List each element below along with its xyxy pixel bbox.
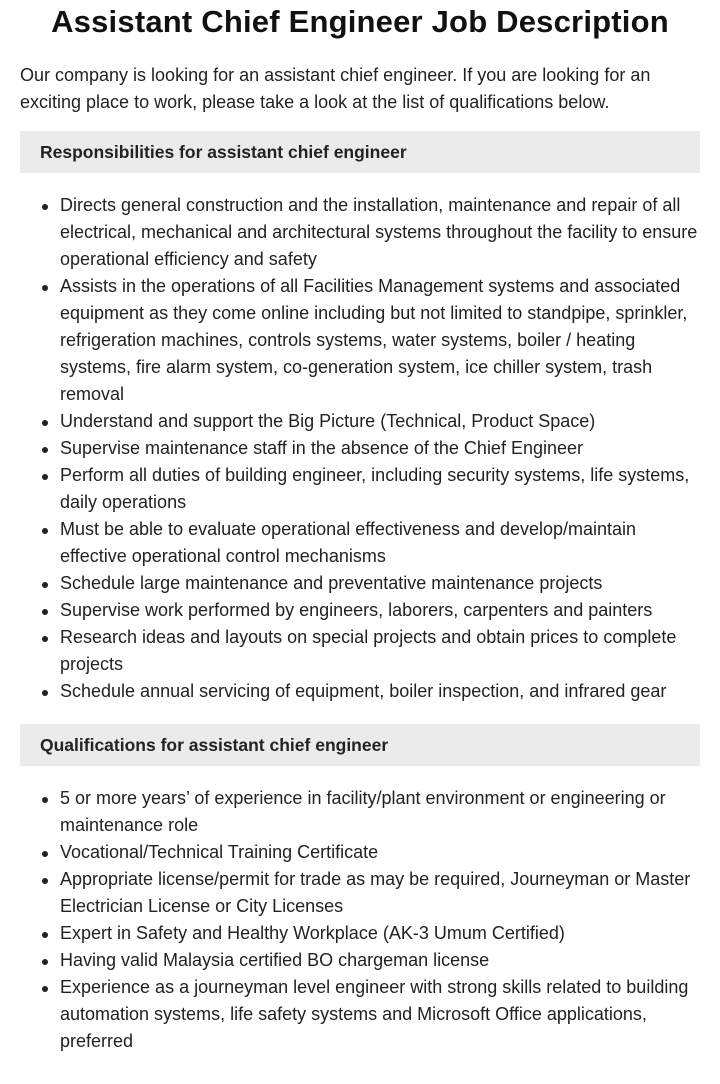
bullet-icon: [42, 420, 48, 426]
list-item-text: Experience as a journeyman level engineer with strong skills related to building automation systems, life safety systems and Microsoft Office applications, preferred: [60, 977, 689, 1051]
list-item-text: 5 or more years’ of experience in facility/plant environment or engineering or maintenance role: [60, 788, 666, 835]
responsibilities-heading: Responsibilities for assistant chief engineer: [20, 131, 700, 173]
bullet-icon: [42, 932, 48, 938]
list-item-text: Understand and support the Big Picture (Technical, Product Space): [60, 411, 596, 431]
bullet-icon: [42, 959, 48, 965]
list-item-text: Schedule annual servicing of equipment, boiler inspection, and infrared gear: [60, 681, 667, 701]
bullet-icon: [42, 690, 48, 696]
list-item: [20, 785, 700, 839]
bullet-icon: [42, 797, 48, 803]
list-item-text: Perform all duties of building engineer, including security systems, life systems, daily operations: [60, 465, 690, 512]
list-item: [20, 866, 700, 920]
intro-paragraph: Our company is looking for an assistant chief engineer. If you are looking for an exciting place to work, please take a look at the list of qualifications below.: [20, 65, 651, 112]
bullet-icon: [42, 528, 48, 534]
page-title: Assistant Chief Engineer Job Description: [51, 4, 669, 39]
list-item: [20, 570, 700, 597]
list-item: [20, 435, 700, 462]
list-item: [20, 839, 700, 866]
bullet-icon: [42, 447, 48, 453]
bullet-icon: [42, 636, 48, 642]
bullet-icon: [42, 474, 48, 480]
list-item: [20, 597, 700, 624]
list-item-text: Having valid Malaysia certified BO chargeman license: [60, 950, 490, 970]
list-item: [20, 974, 700, 1055]
list-item-text: Supervise maintenance staff in the absence of the Chief Engineer: [60, 438, 584, 458]
list-item: [20, 192, 700, 273]
list-item-text: Directs general construction and the installation, maintenance and repair of all electrical, mechanical and architectural systems throughout the facility to ensure operational efficiency and safety: [60, 195, 698, 269]
list-item-text: Appropriate license/permit for trade as may be required, Journeyman or Master Electrician License or City Licenses: [60, 869, 691, 916]
qualifications-list: [20, 766, 700, 1055]
bullet-icon: [42, 851, 48, 857]
list-item-text: Supervise work performed by engineers, laborers, carpenters and painters: [60, 600, 653, 620]
list-item: [20, 947, 700, 974]
list-item: [20, 408, 700, 435]
list-item: [20, 462, 700, 516]
bullet-icon: [42, 986, 48, 992]
bullet-icon: [42, 582, 48, 588]
list-item-text: Assists in the operations of all Facilities Management systems and associated equipment as they come online including but not limited to standpipe, sprinkler, refrigeration machines, controls systems, water systems, boiler / heating systems, fire alarm system, co-generation system, ice chiller system, trash removal: [60, 276, 688, 404]
list-item-text: Must be able to evaluate operational effectiveness and develop/maintain effective operational control mechanisms: [60, 519, 637, 566]
list-item-text: Vocational/Technical Training Certificate: [60, 842, 379, 862]
list-item: [20, 273, 700, 408]
bullet-icon: [42, 878, 48, 884]
bullet-icon: [42, 609, 48, 615]
qualifications-heading: Qualifications for assistant chief engineer: [20, 724, 700, 766]
list-item: [20, 516, 700, 570]
list-item: [20, 624, 700, 678]
bullet-icon: [42, 204, 48, 210]
responsibilities-list: [20, 173, 700, 705]
list-item-text: Research ideas and layouts on special projects and obtain prices to complete projects: [60, 627, 677, 674]
list-item: [20, 678, 700, 705]
list-item-text: Expert in Safety and Healthy Workplace (AK-3 Umum Certified): [60, 923, 565, 943]
bullet-icon: [42, 285, 48, 291]
list-item-text: Schedule large maintenance and preventative maintenance projects: [60, 573, 603, 593]
list-item: [20, 920, 700, 947]
